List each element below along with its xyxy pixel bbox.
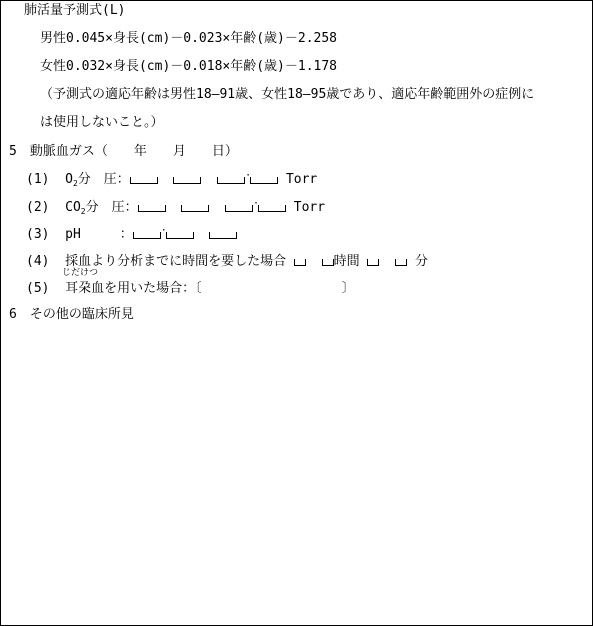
hours-box-1[interactable] <box>294 259 306 266</box>
male-formula: 男性0.045×身長(cm)－0.023×年齢(歳)－2.258 <box>40 31 338 46</box>
hours-box-2[interactable] <box>322 259 334 266</box>
o2-digit-box-2[interactable] <box>173 177 201 184</box>
earlobe-label: 耳朶血を用いた場合：〔 <box>65 281 202 296</box>
ph-item-number: (3) <box>26 227 50 242</box>
co2-label <box>65 200 138 215</box>
o2-item-number: (1) <box>26 172 50 187</box>
o2-label-rest: 分 圧： <box>77 172 130 187</box>
formula-note-line1: （予測式の適応年齢は男性18―91歳、女性18―95歳であり、適応年齢範囲外の症例に <box>40 87 535 102</box>
ph-decimal-box-1[interactable] <box>166 232 194 239</box>
co2-subscript: 2 <box>80 207 86 216</box>
o2-label-o: O <box>65 172 73 187</box>
o2-unit: Torr <box>285 172 318 187</box>
abg-heading: 5 動脈血ガス（ 年 月 日） <box>9 144 238 159</box>
delay-label: 採血より分析までに時間を要した場合 <box>65 254 287 269</box>
co2-item-number: (2) <box>26 200 50 215</box>
o2-label <box>65 172 130 187</box>
hours-label: 時間 <box>333 254 360 269</box>
ph-row <box>26 227 237 244</box>
delay-item-number: (4) <box>26 254 50 269</box>
lung-formula-title: 肺活量予測式(L) <box>24 3 126 18</box>
ph-label: pH ： <box>65 227 133 242</box>
formula-note-line2: は使用しないこと。） <box>40 115 164 130</box>
o2-row <box>26 172 317 189</box>
co2-label-co: CO <box>65 200 81 215</box>
co2-unit: Torr <box>293 200 326 215</box>
o2-decimal-point: · <box>245 170 252 181</box>
earlobe-row <box>26 281 355 297</box>
co2-row <box>26 200 325 217</box>
minutes-label: 分 <box>414 254 428 269</box>
earlobe-item-number: (5) <box>26 281 50 296</box>
o2-digit-box-1[interactable] <box>130 177 158 184</box>
earlobe-ruby: じだけつ <box>62 268 99 278</box>
co2-decimal-point: · <box>252 198 259 209</box>
co2-label-rest: 分 圧： <box>85 200 138 215</box>
o2-decimal-box[interactable] <box>250 177 278 184</box>
ph-integer-box[interactable] <box>133 232 161 239</box>
minutes-box-2[interactable] <box>395 259 407 266</box>
co2-decimal-box[interactable] <box>258 205 286 212</box>
earlobe-close-bracket: 〕 <box>341 281 355 296</box>
ph-decimal-point: · <box>160 225 167 236</box>
co2-digit-box-3[interactable] <box>225 205 253 212</box>
co2-digit-box-1[interactable] <box>138 205 166 212</box>
ph-decimal-box-2[interactable] <box>209 232 237 239</box>
minutes-box-1[interactable] <box>367 259 379 266</box>
co2-digit-box-2[interactable] <box>181 205 209 212</box>
other-findings-heading: 6 その他の臨床所見 <box>9 307 134 322</box>
o2-subscript: 2 <box>72 179 78 188</box>
female-formula: 女性0.032×身長(cm)－0.018×年齢(歳)－1.178 <box>40 59 338 74</box>
o2-digit-box-3[interactable] <box>217 177 245 184</box>
